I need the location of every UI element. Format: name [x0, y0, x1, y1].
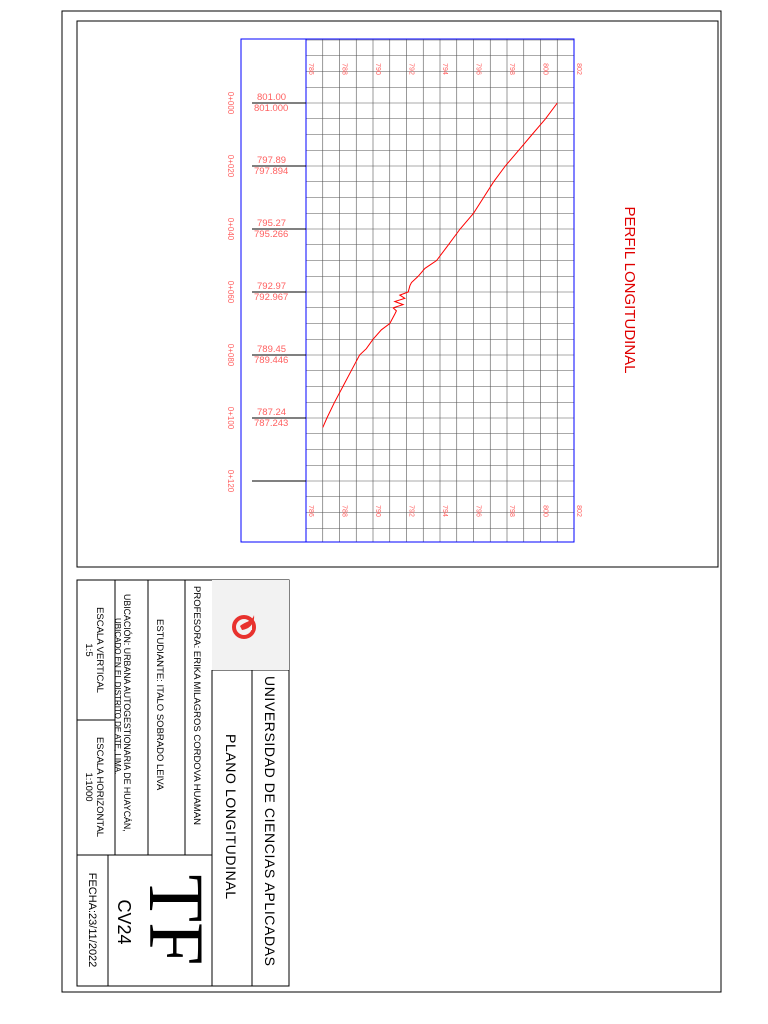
estudiante-label: ESTUDIANTE: ITALO SOBRADO LEIVA	[154, 619, 165, 791]
elevation-tick-label: 792	[407, 63, 415, 75]
tf-mark: TF	[133, 874, 220, 966]
chart-title: PERFIL LONGITUDINAL	[621, 206, 638, 374]
station-label: 0+060	[226, 280, 235, 304]
station-label: 0+120	[226, 469, 235, 493]
plan-name: PLANO LONGITUDINAL	[223, 734, 239, 900]
elevation-tick-label: 788	[340, 63, 348, 75]
profile-chart	[226, 39, 638, 542]
escala-vertical-label: ESCALA VERTICAL	[94, 607, 105, 693]
elevation-tick-label: 802	[575, 63, 582, 75]
elevation-tick-label: 786	[307, 505, 314, 517]
elevation-label-2d: 792.97	[257, 281, 287, 292]
elevation-label-2d: 797.89	[257, 155, 287, 166]
elevation-label-3d: 801.000	[254, 103, 289, 114]
elevation-tick-label: 786	[307, 63, 314, 75]
station-label: 0+080	[226, 343, 235, 367]
elevation-tick-label: 802	[575, 505, 582, 517]
station-label: 0+100	[226, 406, 235, 430]
profesora-label: PROFESORA: ERIKA MILAGROS CORDOVA HUAMAN	[191, 586, 202, 825]
station-label: 0+020	[226, 154, 235, 178]
elevation-tick-label: 794	[441, 63, 448, 75]
elevation-label-3d: 792.967	[254, 292, 289, 303]
station-labels	[226, 92, 235, 493]
ubicacion-line-1: UBICACIÓN: URBANA AUTOGESTIONARIA DE HUAYCÁN,	[122, 594, 132, 832]
elevation-tick-label: 788	[340, 505, 348, 517]
profile-grid	[306, 39, 574, 542]
escala-horizontal-value: 1:1000	[83, 772, 94, 802]
escala-horizontal-label: ESCALA HORIZONTAL	[94, 736, 105, 838]
elevation-label-2d: 801.00	[257, 92, 287, 103]
ubicacion-line-2: UBICADO EN EL DISTRITO DE ATE, LIMA.	[113, 618, 122, 775]
elevation-tick-label: 800	[541, 63, 549, 75]
elevation-tick-label: 798	[508, 505, 515, 517]
outer-border	[62, 11, 721, 992]
fecha-label: FECHA:23/11/2022	[86, 872, 98, 968]
elevation-label-3d: 795.266	[254, 229, 289, 240]
elevation-tick-label: 792	[407, 505, 415, 517]
elevation-label-2d: 795.27	[257, 218, 287, 229]
elevation-tick-label: 796	[474, 505, 482, 517]
elevation-values	[252, 92, 306, 481]
elevation-label-3d: 787.243	[254, 418, 289, 429]
elevation-label-2d: 789.45	[257, 344, 287, 355]
elevation-label-3d: 789.446	[254, 355, 289, 366]
elevation-tick-label: 798	[508, 63, 515, 75]
elevation-tick-label: 794	[441, 505, 448, 517]
elevation-label-3d: 797.894	[254, 166, 289, 177]
station-label: 0+040	[226, 217, 235, 241]
elevation-label-2d: 787.24	[257, 407, 287, 418]
course-code: CV24	[114, 899, 134, 945]
elevation-tick-label: 790	[374, 505, 381, 517]
elevation-tick-label: 796	[474, 63, 482, 75]
escala-vertical-value: 1:5	[83, 643, 94, 657]
title-block	[77, 580, 289, 986]
university-name: UNIVERSIDAD DE CIENCIAS APLICADAS	[262, 676, 278, 967]
elevation-tick-label: 800	[541, 505, 549, 517]
station-label: 0+000	[226, 91, 235, 115]
elevation-tick-label: 790	[374, 63, 381, 75]
